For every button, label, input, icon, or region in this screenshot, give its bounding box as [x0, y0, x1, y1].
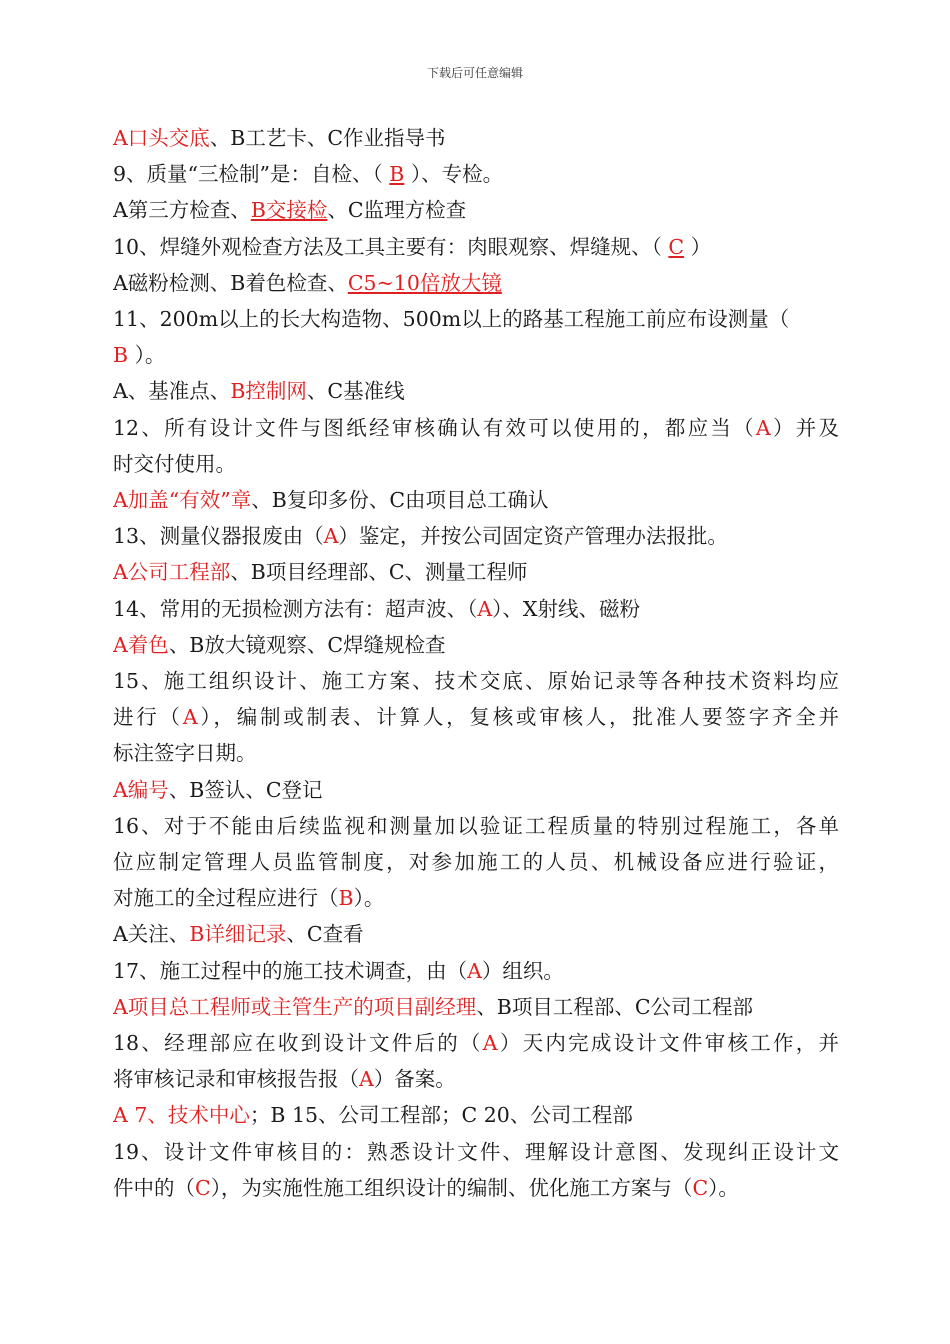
- text-segment: 17、施工过程中的施工技术调查，由（: [113, 958, 468, 983]
- text-segment: ）、X射线、磁粉: [492, 596, 641, 621]
- text-segment: ）组织。: [481, 958, 564, 983]
- text-line: [113, 192, 839, 228]
- text-line: [113, 410, 839, 446]
- text-segment: 16、对于不能由后续监视和测量加以验证工程质量的特别过程施工，各单: [113, 813, 839, 838]
- text-segment: 、C查看: [286, 922, 364, 947]
- text-line: [113, 735, 839, 771]
- text-segment: ）。: [353, 886, 385, 911]
- text-segment: ；B 15、公司工程部；C 20、公司工程部: [249, 1103, 633, 1128]
- text-line: [113, 772, 839, 808]
- text-line: [113, 989, 839, 1025]
- answer-text: A: [323, 524, 339, 549]
- text-segment: 、B项目工程部、C公司工程部: [476, 994, 754, 1019]
- text-line: [113, 1134, 839, 1170]
- text-line: [113, 1025, 839, 1061]
- text-segment: ）鉴定，并按公司固定资产管理办法报批。: [338, 524, 728, 549]
- answer-text: C5~10倍放大镜: [347, 270, 502, 295]
- text-line: [113, 301, 839, 337]
- text-segment: 9、质量“三检制”是：自检、（: [113, 162, 390, 187]
- text-line: [113, 627, 839, 663]
- text-segment: 、B签认、C登记: [168, 777, 323, 802]
- text-line: [113, 482, 839, 518]
- answer-text: A 7、技术中心: [113, 1103, 250, 1128]
- answer-text: B: [338, 886, 354, 911]
- text-segment: ）天内完成设计文件审核工作，并: [497, 1031, 839, 1056]
- text-segment: 位应制定管理人员监管制度，对参加施工的人员、机械设备应进行验证，: [113, 850, 839, 875]
- text-segment: A关注、: [113, 922, 190, 947]
- text-line: [113, 554, 839, 590]
- text-segment: ）、专检。: [404, 162, 504, 187]
- answer-text: A: [477, 596, 493, 621]
- text-segment: 、B放大镜观察、C焊缝规检查: [168, 632, 446, 657]
- answer-text: A: [359, 1067, 374, 1092]
- text-segment: 、B项目经理部、C、测量工程师: [230, 560, 528, 585]
- answer-text: A: [182, 705, 198, 730]
- answer-text: C: [692, 1175, 709, 1200]
- answer-text: A公司工程部: [113, 560, 231, 585]
- document-body: [113, 120, 839, 1206]
- text-segment: 、B复印多份、C由项目总工确认: [251, 488, 549, 513]
- text-line: [113, 953, 839, 989]
- answer-text: A编号: [113, 777, 169, 802]
- text-segment: 18、经理部应在收到设计文件后的（: [113, 1031, 483, 1056]
- text-line: [113, 229, 839, 265]
- text-segment: 14、常用的无损检测方法有：超声波、（: [113, 596, 478, 621]
- answer-text: B: [113, 343, 129, 368]
- text-segment: 对施工的全过程应进行（: [113, 886, 339, 911]
- text-segment: ）备案。: [373, 1067, 456, 1092]
- text-line: [113, 699, 839, 735]
- answer-text: A加盖“有效”章: [113, 488, 252, 513]
- text-line: [113, 518, 839, 554]
- text-segment: A磁粉检测、B着色检查、: [113, 270, 348, 295]
- text-segment: 、B工艺卡、C作业指导书: [209, 126, 446, 150]
- text-segment: 11、200m以上的长大构造物、500m以上的路基工程施工前应布设测量（: [113, 307, 790, 332]
- text-segment: ），编制或制表、计算人，复核或审核人，批准人要签字齐全并: [197, 705, 839, 730]
- text-line: [113, 337, 839, 373]
- text-segment: 进行（: [113, 705, 183, 730]
- text-line: [113, 591, 839, 627]
- text-line: [113, 1061, 839, 1097]
- text-line: [113, 446, 839, 482]
- text-line: [113, 1170, 839, 1206]
- text-segment: 时交付使用。: [113, 451, 236, 476]
- text-segment: 件中的（: [113, 1175, 195, 1200]
- text-segment: 19、设计文件审核目的：熟悉设计文件、理解设计意图、发现纠正设计文: [113, 1139, 839, 1164]
- text-segment: 、C监理方检查: [327, 198, 467, 223]
- answer-text: A: [482, 1031, 498, 1056]
- text-line: [113, 844, 839, 880]
- answer-text: B详细记录: [189, 922, 287, 947]
- text-line: [113, 916, 839, 952]
- answer-text: A: [755, 415, 771, 440]
- answer-text: C: [195, 1175, 211, 1200]
- answer-text: A着色: [113, 632, 169, 657]
- answer-text: B: [389, 162, 405, 187]
- text-segment: ）并及: [770, 415, 839, 440]
- page-header: 下载后可任意编辑: [426, 66, 523, 80]
- text-line: [113, 808, 839, 844]
- text-segment: ）。: [128, 343, 166, 368]
- text-segment: ）。: [708, 1175, 739, 1200]
- text-segment: A第三方检查、: [113, 198, 251, 223]
- answer-text: C: [668, 234, 685, 259]
- text-line: [113, 120, 839, 156]
- answer-text: A: [467, 958, 482, 983]
- text-line: [113, 373, 839, 409]
- text-segment: 13、测量仪器报废由（: [113, 524, 324, 549]
- text-segment: 标注签字日期。: [113, 741, 257, 766]
- text-line: [113, 265, 839, 301]
- text-segment: ）: [684, 234, 712, 259]
- text-segment: A、基准点、: [113, 379, 231, 404]
- text-segment: 将审核记录和审核报告报（: [113, 1067, 359, 1092]
- text-segment: 10、焊缝外观检查方法及工具主要有：肉眼观察、焊缝规、（: [113, 234, 669, 259]
- answer-text: A项目总工程师或主管生产的项目副经理: [113, 994, 477, 1019]
- text-line: [113, 880, 839, 916]
- answer-text: B控制网: [230, 379, 307, 404]
- text-segment: 、C基准线: [306, 379, 405, 404]
- answer-text: B交接检: [250, 198, 328, 223]
- text-line: [113, 663, 839, 699]
- text-line: [113, 1097, 839, 1133]
- text-segment: ），为实施性施工组织设计的编制、优化施工方案与（: [210, 1175, 693, 1200]
- text-segment: 15、施工组织设计、施工方案、技术交底、原始记录等各种技术资料均应: [113, 669, 839, 694]
- text-segment: 12、所有设计文件与图纸经审核确认有效可以使用的，都应当（: [113, 415, 756, 440]
- text-line: [113, 156, 839, 192]
- answer-text: A口头交底: [113, 126, 210, 150]
